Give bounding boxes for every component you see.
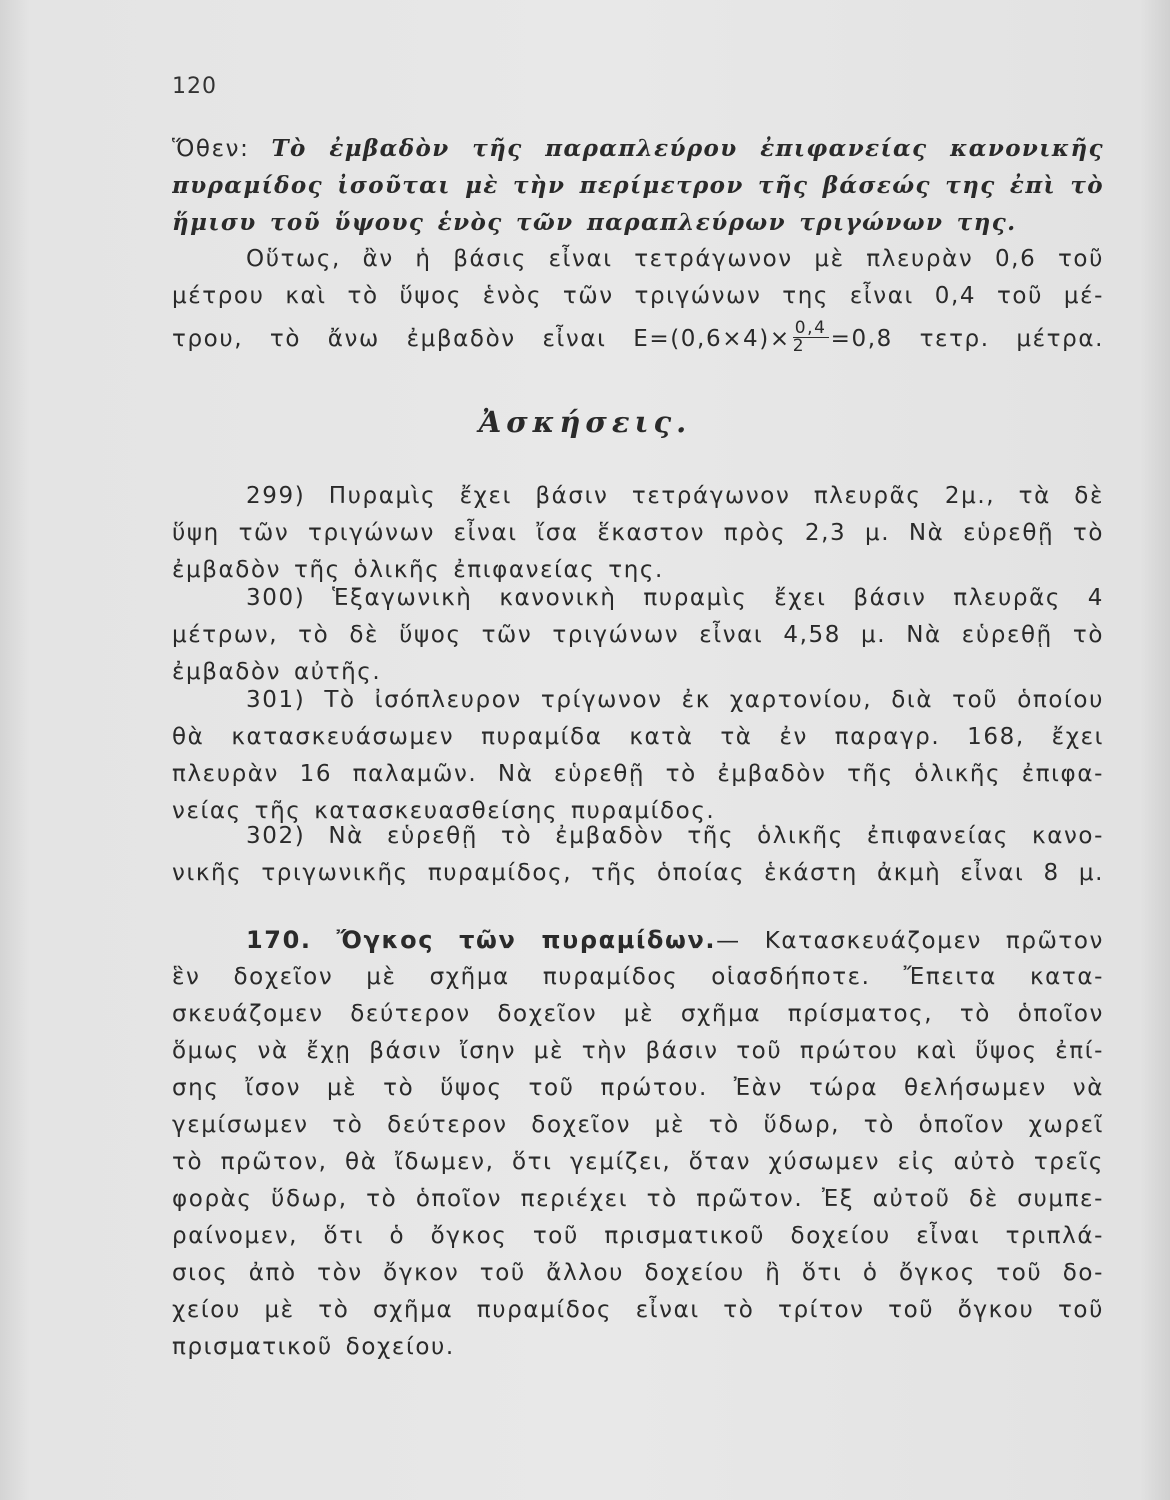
theorem-text: Τὸ ἐμβαδὸν τῆς παραπλεύρου ἐπιφανείας κανονικῆς <box>271 135 1104 162</box>
section-line: χείου μὲ τὸ σχῆμα πυραμίδος εἶναι τὸ τρίτον τοῦ ὄγκου τοῦ <box>172 1297 1104 1323</box>
exercise-299 <box>172 478 1104 589</box>
example-paragraph <box>172 241 1104 363</box>
exercise-line: θὰ κατασκευάσωμεν πυραμίδα κατὰ τὰ ἐν παραγρ. 168, ἔχει <box>172 724 1104 750</box>
example-line: Οὕτως, ἂν ἡ βάσις εἶναι τετράγωνον μὲ πλευρὰν 0,6 τοῦ <box>246 246 1104 272</box>
section-first-line-rest: — Κατασκευάζομεν πρῶτον <box>716 928 1104 954</box>
exercise-line: πλευρὰν 16 παλαμῶν. Νὰ εὑρεθῇ τὸ ἐμβαδὸν τῆς ὁλικῆς ἐπιφα- <box>172 761 1104 787</box>
section-line: τὸ πρῶτον, θὰ ἴδωμεν, ὅτι γεμίζει, ὅταν χύσωμεν εἰς αὐτὸ τρεῖς <box>172 1149 1104 1175</box>
formula-prefix: τρου, τὸ ἄνω ἐμβαδὸν εἶναι E=(0,6×4)× <box>172 326 791 352</box>
theorem-line: ἥμισυ τοῦ ὕψους ἑνὸς τῶν παραπλεύρων τριγώνων της. <box>172 209 1017 236</box>
section-line: σκευάζομεν δεύτερον δοχεῖον μὲ σχῆμα πρίσματος, τὸ ὁποῖον <box>172 1001 1104 1027</box>
formula-fraction <box>793 320 829 355</box>
theorem-paragraph <box>172 130 1104 241</box>
theorem-line: πυραμίδος ἰσοῦται μὲ τὴν περίμετρον τῆς βάσεώς της ἐπὶ τὸ <box>172 172 1104 199</box>
section-line: πρισματικοῦ δοχείου. <box>172 1334 455 1360</box>
section-first-line <box>172 922 1104 959</box>
exercise-line: μέτρων, τὸ δὲ ὕψος τῶν τριγώνων εἶναι 4,58 μ. Νὰ εὑρεθῇ τὸ <box>172 622 1104 648</box>
exercise-line: νείας τῆς κατασκευασθείσης πυραμίδος. <box>172 798 716 824</box>
exercise-line: 301) Τὸ ἰσόπλευρον τρίγωνον ἐκ χαρτονίου, διὰ τοῦ ὁποίου <box>246 687 1104 713</box>
page-number: 120 <box>172 74 217 99</box>
exercise-line: 299) Πυραμὶς ἔχει βάσιν τετράγωνον πλευρᾶς 2μ., τὰ δὲ <box>246 483 1104 509</box>
section-170 <box>172 922 1104 1366</box>
exercise-line: νικῆς τριγωνικῆς πυραμίδος, τῆς ὁποίας ἑκάστη ἀκμὴ εἶναι 8 μ. <box>172 860 1104 886</box>
exercise-line: ἐμβαδὸν αὐτῆς. <box>172 659 382 685</box>
exercises-heading: Ἀσκήσεις. <box>478 405 692 439</box>
exercise-line: 302) Νὰ εὑρεθῇ τὸ ἐμβαδὸν τῆς ὁλικῆς ἐπιφανείας κανο- <box>246 823 1104 849</box>
exercise-302 <box>172 818 1104 892</box>
exercise-301 <box>172 682 1104 830</box>
example-line: μέτρου καὶ τὸ ὕψος ἑνὸς τῶν τριγώνων της εἶναι 0,4 τοῦ μέ- <box>172 283 1104 309</box>
fraction-numerator: 0,4 <box>794 318 827 338</box>
section-line: σης ἴσον μὲ τὸ ὕψος τοῦ πρώτου. Ἐὰν τώρα θελήσωμεν νὰ <box>172 1075 1104 1101</box>
theorem-line <box>172 130 1104 167</box>
theorem-lead: Ὅθεν: <box>172 136 250 162</box>
section-line: ραίνομεν, ὅτι ὁ ὄγκος τοῦ πρισματικοῦ δοχείου εἶναι τριπλά- <box>172 1223 1104 1249</box>
formula-line <box>172 315 1104 363</box>
section-line: γεμίσωμεν τὸ δεύτερον δοχεῖον μὲ τὸ ὕδωρ, τὸ ὁποῖον χωρεῖ <box>172 1112 1104 1138</box>
exercise-300 <box>172 580 1104 691</box>
section-line: σιος ἀπὸ τὸν ὄγκον τοῦ ἄλλου δοχείου ἢ ὅτι ὁ ὄγκος τοῦ δο- <box>172 1260 1104 1286</box>
section-line: φορὰς ὕδωρ, τὸ ὁποῖον περιέχει τὸ πρῶτον. Ἐξ αὐτοῦ δὲ συμπε- <box>172 1186 1104 1212</box>
section-line: ἓν δοχεῖον μὲ σχῆμα πυραμίδος οἱασδήποτε. Ἔπειτα κατα- <box>172 964 1104 990</box>
fraction-denominator: 2 <box>792 336 806 356</box>
section-line: ὅμως νὰ ἔχῃ βάσιν ἴσην μὲ τὴν βάσιν τοῦ πρώτου καὶ ὕψος ἐπί- <box>172 1038 1104 1064</box>
section-title: 170. Ὄγκος τῶν πυραμίδων. <box>246 926 717 954</box>
formula-suffix: =0,8 τετρ. μέτρα. <box>830 326 1104 352</box>
exercise-line: ὕψη τῶν τριγώνων εἶναι ἴσα ἕκαστον πρὸς 2,3 μ. Νὰ εὑρεθῇ τὸ <box>172 520 1104 546</box>
exercise-line: 300) Ἑξαγωνικὴ κανονικὴ πυραμὶς ἔχει βάσιν πλευρᾶς 4 <box>246 585 1104 611</box>
exercise-line: ἐμβαδὸν τῆς ὁλικῆς ἐπιφανείας της. <box>172 557 664 583</box>
